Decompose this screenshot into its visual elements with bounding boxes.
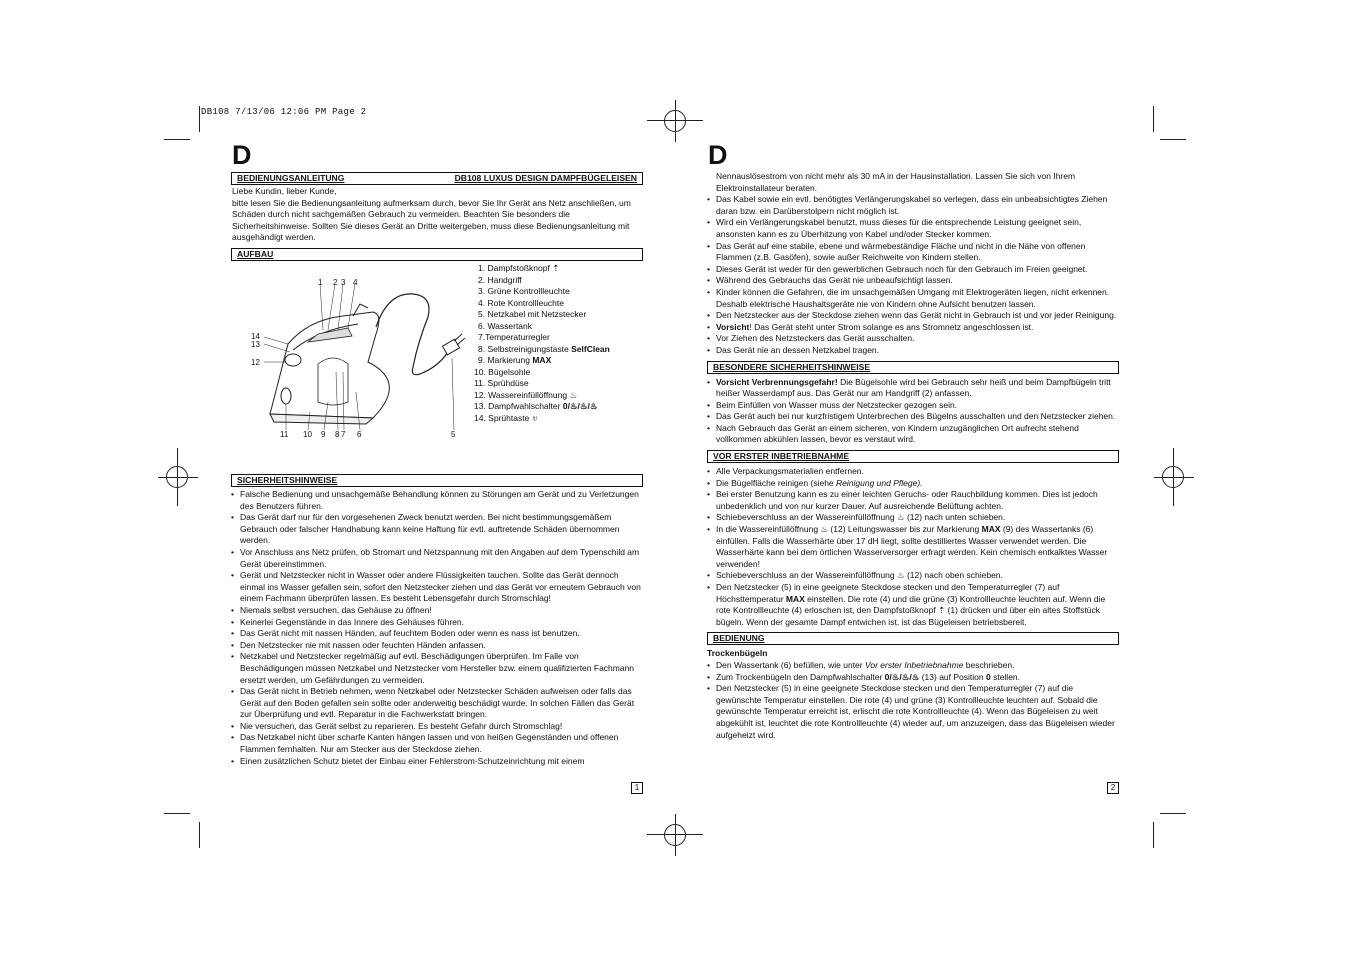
list-item: • Das Gerät darf nur für den vorgesehenen Zweck benutzt werden. Bei nicht bestimmungsgemäßem Gebrauch oder falscher Handhabung kann keine Haftung für evtl. auftretende Schäden übernommen werden. xyxy=(231,512,643,547)
list-item: • Das Netzkabel nicht über scharfe Kanten hängen lassen und von heißen Gegenständen und offenen Flammen fernhalten. Nur am Stecker aus der Steckdose ziehen. xyxy=(231,732,643,755)
list-item: • Vorsicht! Das Gerät steht unter Strom solange es ans Stromnetz angeschlossen ist. xyxy=(707,322,1119,334)
sicherheit-title: SICHERHEITSHINWEISE xyxy=(237,475,338,485)
list-item: • Den Netzstecker (5) in eine geeignete Steckdose stecken und den Temperaturregler (7) auf Höchsttemperatur MAX einstellen. Die rote (4) und die grüne (3) Kontrollleuchte leuchten auf. Wenn die rote Kontrollleuchte (4) erloschen ist, den Dampfstoßknopf ⇡ (1) drücken und über ein altes Stoffstück bügeln. Wenn der gesamte Dampf entwichen ist, ist das Bügeleisen betriebsbereit. xyxy=(707,582,1119,628)
diagram-number: 1 xyxy=(318,278,323,287)
list-item: • Niemals selbst versuchen, das Gehäuse zu öffnen! xyxy=(231,605,643,617)
list-item: • Wird ein Verlängerungskabel benutzt, muss dieses für die entsprechende Leistung geeignet sein, ansonsten kann es zu Überhitzung von Kabel und/oder Stecker kommen. xyxy=(707,217,1119,240)
special-safety-list xyxy=(707,377,1119,447)
page-number: 1 xyxy=(631,782,643,794)
water-drop-icon: ♨ xyxy=(896,512,905,523)
diagram-number: 10 xyxy=(303,430,312,439)
list-item: • Dieses Gerät ist weder für den gewerblichen Gebrauch noch für den Gebrauch im Freien geeignet. xyxy=(707,264,1119,276)
part-item: 2. Handgriff xyxy=(478,274,522,285)
list-item: • Vor Anschluss ans Netz prüfen, ob Stromart und Netzspannung mit den Angaben auf dem Typenschild am Gerät übereinstimmen. xyxy=(231,547,643,570)
water-drop-icon: ♨ xyxy=(569,389,578,400)
part-item: 1. Dampfstoßknopf ⇡ xyxy=(478,263,560,273)
list-item: • Während des Gebrauchs das Gerät nie unbeaufsichtigt lassen. xyxy=(707,275,1119,287)
language-letter: D xyxy=(232,140,252,170)
diagram-number: 14 xyxy=(251,332,260,341)
subsection-title: Trockenbügeln xyxy=(707,648,768,659)
intro-paragraph: bitte lesen Sie die Bedienungsanleitung aufmerksam durch, bevor Sie Ihr Gerät ans Netz anschließen, um Schäden durch nicht sachgemäßen Gebrauch zu vermeiden. Beachten Sie besonders die Sicherheitshinweise. Sollten Sie dieses Gerät an Dritte weitergeben, muss diese Bedienungsanleitung mit ausgehändigt werden. xyxy=(232,197,631,243)
part-item: 7.Temperaturregler xyxy=(478,332,550,342)
right-column xyxy=(707,171,1119,741)
water-drop-icon: ♨ xyxy=(896,570,905,581)
list-item: • Keinerlei Gegenstände in das Innere des Gehäuses führen. xyxy=(231,617,643,629)
section-header-besondere xyxy=(707,361,1119,374)
steam-burst-icon: ⇡ xyxy=(938,605,946,616)
vor-erster-title: VOR ERSTER INBETRIEBNAHME xyxy=(713,451,850,462)
first-use-list xyxy=(707,466,1119,628)
list-item: • Das Gerät auf eine stabile, ebene und wärmebeständige Fläche und nicht in die Nähe von offenen Flammen (z.B. Gasöfen), sowie außer Reichweite von Kindern stellen. xyxy=(707,241,1119,264)
list-item: • Einen zusätzlichen Schutz bietet der Einbau einer Fehlerstrom-Schutzeinrichtung mit einem xyxy=(231,756,643,768)
part-item: 8. Selbstreinigungstaste SelfClean xyxy=(478,343,610,354)
aufbau-title: AUFBAU xyxy=(237,249,274,259)
list-item: • Die Bügelfläche reinigen (siehe Reinigung und Pflege). xyxy=(707,478,1119,490)
section-header-bedienungsanleitung xyxy=(231,172,643,185)
diagram-number: 11 xyxy=(280,430,289,439)
diagram-number: 6 xyxy=(357,430,362,439)
list-item: • Das Gerät nicht in Betrieb nehmen, wenn Netzkabel oder Netzstecker Schäden aufweisen oder falls das Gerät auf den Boden gefallen sein sollte oder anderweitig beschädigt wurde. In solchen Fällen das Gerät zur Überprüfung und evtl. Reparatur in die Fachwerkstatt bringen. xyxy=(231,686,643,721)
section-header-bedienung xyxy=(707,632,1119,645)
safety-list-continued xyxy=(707,194,1119,356)
list-item: • Falsche Bedienung und unsachgemäße Behandlung können zu Störungen am Gerät und zu Verletzungen des Benutzers führen. xyxy=(231,489,643,512)
diagram-number: 4 xyxy=(353,278,358,287)
intro-text xyxy=(232,186,632,244)
part-item: 6. Wassertank xyxy=(478,320,533,331)
part-item: 4. Rote Kontrollleuchte xyxy=(478,297,564,308)
part-item: 5. Netzkabel mit Netzstecker xyxy=(478,309,587,319)
page-number: 2 xyxy=(1107,782,1119,794)
part-item: 13. Dampfwahlschalter 0/♨/♨/♨ xyxy=(474,401,598,411)
list-item: • Das Gerät auch bei nur kurzfristigem Unterbrechen des Bügelns ausschalten und den Netzstecker ziehen. xyxy=(707,411,1119,423)
diagram-number: 2 xyxy=(333,278,338,287)
list-item: • Vorsicht Verbrennungsgefahr! Die Bügelsohle wird bei Gebrauch sehr heiß und beim Dampfbügeln tritt heißer Wasserdampf aus. Das Gerät nur am Handgriff (2) anfassen. xyxy=(707,377,1119,400)
part-item: 3. Grüne Kontrollleuchte xyxy=(478,286,570,296)
safety-list xyxy=(231,489,643,767)
list-item: • Bei erster Benutzung kann es zu einer leichten Geruchs- oder Rauchbildung kommen. Dies ist jedoch unbedenklich und von nur kurzer Dauer. Auf ausreichende Belüftung achten. xyxy=(707,489,1119,512)
header-title: BEDIENUNGSANLEITUNG xyxy=(237,173,345,183)
part-item: 14. Sprühtaste ♅ xyxy=(474,412,539,423)
water-drop-icon: ♨ xyxy=(820,524,829,535)
list-item: • Den Wassertank (6) befüllen, wie unter Vor erster Inbetriebnahme beschrieben. xyxy=(707,660,1119,672)
part-item: 11. Sprühdüse xyxy=(474,378,529,388)
diagram-number: 5 xyxy=(451,430,456,439)
part-item: 10. Bügelsohle xyxy=(474,366,531,377)
section-header-sicherheitshinweise xyxy=(231,474,643,487)
list-item: • Schiebeverschluss an der Wassereinfüllöffnung ♨ (12) nach oben schieben. xyxy=(707,570,1119,582)
spray-icon: ♅ xyxy=(531,412,539,423)
steam-burst-icon: ⇡ xyxy=(552,263,560,273)
diagram-number: 9 xyxy=(321,430,326,439)
list-item: • Das Gerät nicht mit nassen Händen, auf feuchtem Boden oder wenn es nass ist benutzen. xyxy=(231,628,643,640)
diagram-number: 13 xyxy=(251,340,260,349)
print-slug: DB108 7/13/06 12:06 PM Page 2 xyxy=(201,107,367,117)
list-item: • Kinder können die Gefahren, die im unsachgemäßen Umgang mit Elektrogeräten liegen, nicht erkennen. Deshalb elektrische Haushaltsgeräte nie von Kindern ohne Aufsicht benutzen lassen. xyxy=(707,287,1119,310)
list-item: • Vor Ziehen des Netzsteckers das Gerät ausschalten. xyxy=(707,333,1119,345)
list-item: • Den Netzstecker nie mit nassen oder feuchten Händen anfassen. xyxy=(231,640,643,652)
list-item: • In die Wassereinfüllöffnung ♨ (12) Leitungswasser bis zur Markierung MAX (9) des Wassertanks (6) einfüllen. Falls die Wasserhärte über 17 dH liegt, sollte destilliertes Wasser verwendet werden. Die Wasserhärte kann bei dem örtlichen Wasserversorger erfragt werden. Kein chemisch entkalktes Wasser verwenden! xyxy=(707,524,1119,570)
header-model: DB108 LUXUS DESIGN DAMPFBÜGELEISEN xyxy=(454,173,637,183)
list-item: • Beim Einfüllen von Wasser muss der Netzstecker gezogen sein. xyxy=(707,400,1119,412)
list-item: • Das Gerät nie an dessen Netzkabel tragen. xyxy=(707,345,1119,357)
part-item: 9. Markierung MAX xyxy=(478,355,552,365)
list-item: • Schiebeverschluss an der Wassereinfüllöffnung ♨ (12) nach unten schieben. xyxy=(707,512,1119,524)
diagram-number: 3 xyxy=(341,278,346,287)
section-header-aufbau xyxy=(231,248,643,261)
list-item: • Das Kabel sowie ein evtl. benötigtes Verlängerungskabel so verlegen, dass ein unbeabsichtigtes Ziehen daran bzw. ein Darüberstolpern nicht möglich ist. xyxy=(707,194,1119,217)
diagram-number: 8 xyxy=(335,430,340,439)
list-item: • Nach Gebrauch das Gerät an einem sicheren, von Kindern unzugänglichen Ort aufrecht stehend vollkommen abkühlen lassen, bevor es verstaut wird. xyxy=(707,423,1119,446)
section-header-vor-erster xyxy=(707,450,1119,463)
continuation-text: Nennauslösestrom von nicht mehr als 30 mA in der Hausinstallation. Lassen Sie sich von Ihrem Elektroinstallateur beraten. xyxy=(716,171,1076,193)
list-item: • Den Netzstecker (5) in eine geeignete Steckdose stecken und den Temperaturregler (7) auf die gewünschte Temperatur einstellen. Die rote (4) und grüne (3) Kontrollleuchte leuchten auf. Sobald die gewünschte Temperatur erreicht ist, erlischt die rote Kontrollleuchte (4). Wenn das Bügeleisen zu weit abgekühlt ist, leuchtet die rote Kontrollleuchte (4) wieder auf, um anzuzeigen, dass das Bügeleisen wieder aufgeheizt wird. xyxy=(707,683,1119,741)
dry-ironing-list xyxy=(707,660,1119,741)
list-item: • Alle Verpackungsmaterialien entfernen. xyxy=(707,466,1119,478)
list-item: • Nie versuchen, das Gerät selbst zu reparieren. Es besteht Gefahr durch Stromschlag! xyxy=(231,721,643,733)
language-letter: D xyxy=(708,140,728,170)
bedienung-title: BEDIENUNG xyxy=(713,633,765,644)
diagram-number: 12 xyxy=(251,358,260,367)
greeting: Liebe Kundin, lieber Kunde, xyxy=(232,186,337,196)
diagram-number: 7 xyxy=(341,430,346,439)
iron-illustration xyxy=(248,272,473,442)
parts-list xyxy=(474,263,644,424)
list-item: • Netzkabel und Netzstecker regelmäßig auf evtl. Beschädigungen überprüfen. Im Falle von Beschädigungen müssen Netzkabel und Netzstecker vom Hersteller bzw. einem qualifizierten Fachmann ersetzt werden, um Gefährdungen zu vermeiden. xyxy=(231,651,643,686)
list-item: • Den Netzstecker aus der Steckdose ziehen wenn das Gerät nicht in Gebrauch ist und vor jeder Reinigung. xyxy=(707,310,1119,322)
besondere-title: BESONDERE SICHERHEITSHINWEISE xyxy=(713,361,871,372)
part-item: 12. Wassereinfüllöffnung ♨ xyxy=(474,389,578,400)
list-item: • Gerät und Netzstecker nicht in Wasser oder andere Flüssigkeiten tauchen. Sollte das Gerät dennoch einmal ins Wasser gefallen sein, sofort den Netzstecker ziehen und das Gerät vor erneutem Gebrauch von einem Fachmann überprüfen lassen. Es besteht Lebensgefahr durch Stromschlag! xyxy=(231,570,643,605)
list-item: • Zum Trockenbügeln den Dampfwahlschalter 0/♨/♨/♨ (13) auf Position 0 stellen. xyxy=(707,672,1119,684)
iron-diagram xyxy=(248,272,473,442)
